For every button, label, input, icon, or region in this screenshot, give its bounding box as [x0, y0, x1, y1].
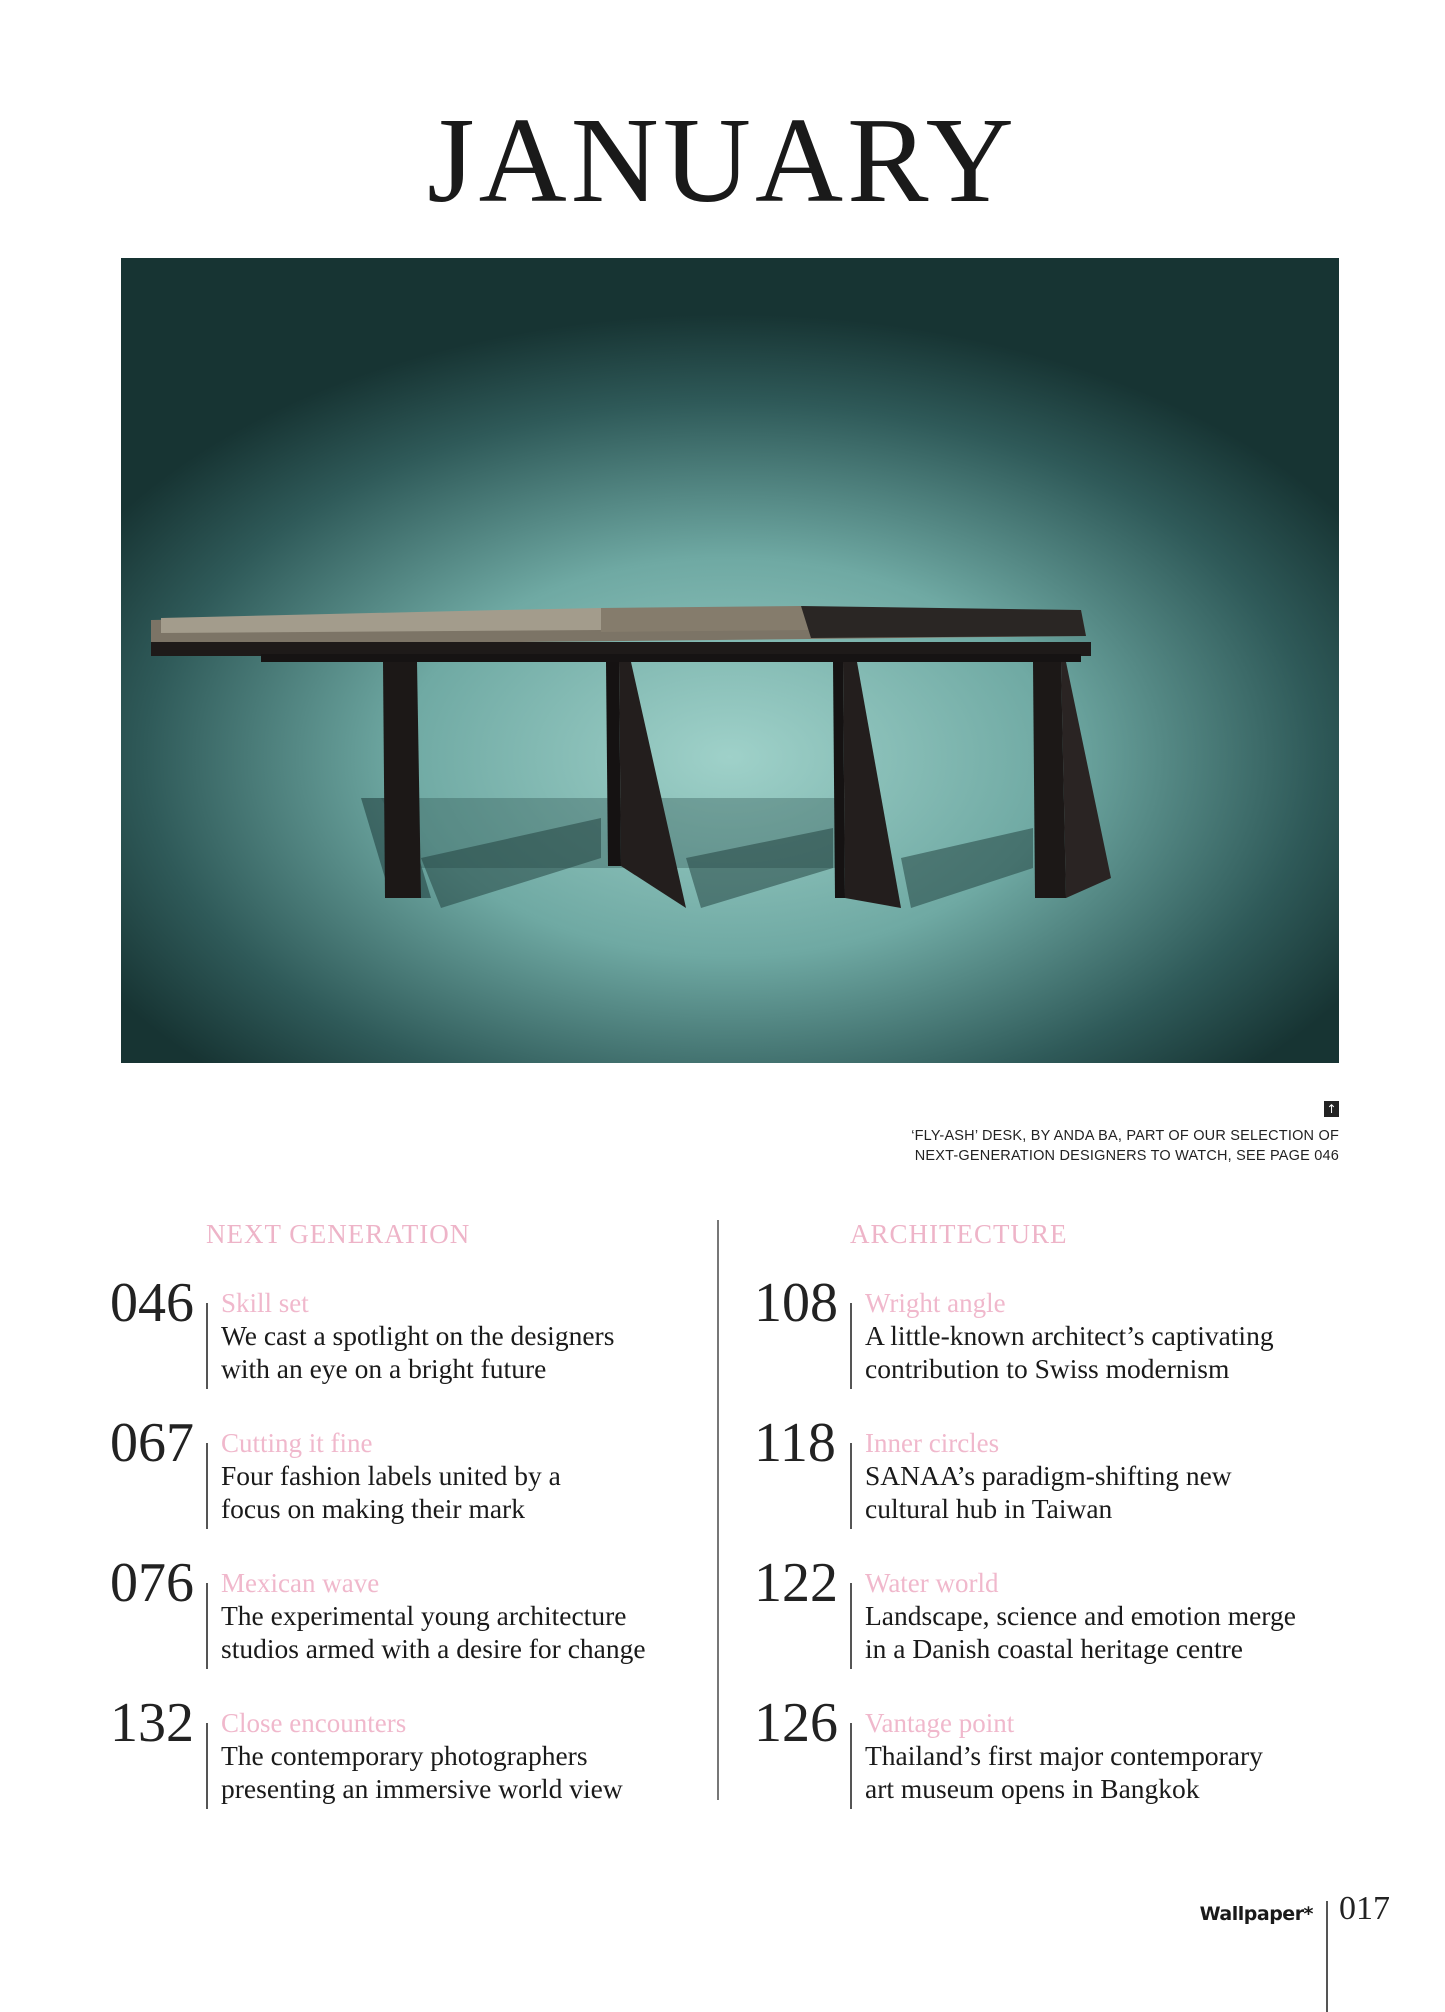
toc-entry[interactable] — [110, 1552, 670, 1675]
entry-page-number: 076 — [110, 1552, 194, 1614]
brand-logo: Wallpaper* — [1199, 1903, 1313, 1925]
entry-description: The experimental young architecture studios armed with a desire for change — [221, 1600, 646, 1664]
entry-divider — [206, 1443, 208, 1529]
entry-title: Wright angle — [865, 1288, 1006, 1318]
entry-title: Close encounters — [221, 1708, 407, 1738]
entry-page-number: 046 — [110, 1272, 194, 1334]
toc-entry[interactable] — [754, 1272, 1314, 1395]
desk-illustration — [121, 258, 1339, 1063]
desk-photo — [121, 258, 1339, 1063]
page-title: JANUARY — [427, 93, 1018, 228]
entry-description: A little-known architect’s captivating contribution to Swiss modernism — [865, 1320, 1274, 1384]
entry-divider — [850, 1303, 852, 1389]
column-divider — [717, 1220, 719, 1800]
entry-description: SANAA’s paradigm-shifting new cultural hub in Taiwan — [865, 1460, 1232, 1524]
entry-divider — [206, 1583, 208, 1669]
entry-page-number: 108 — [754, 1272, 838, 1334]
entry-title: Skill set — [221, 1288, 309, 1318]
page-number: 017 — [1339, 1890, 1390, 1927]
entry-divider — [850, 1723, 852, 1809]
entry-page-number: 132 — [110, 1692, 194, 1754]
footer-divider — [1326, 1901, 1328, 2012]
entry-divider — [206, 1303, 208, 1389]
entry-divider — [206, 1723, 208, 1809]
entry-description: Thailand’s first major contemporary art museum opens in Bangkok — [865, 1740, 1263, 1804]
entry-title: Vantage point — [865, 1708, 1015, 1738]
toc-entry[interactable] — [754, 1692, 1314, 1815]
toc-entry[interactable] — [110, 1412, 670, 1535]
section-heading-architecture: ARCHITECTURE — [850, 1219, 1068, 1249]
entry-page-number: 126 — [754, 1692, 838, 1754]
entry-description: Landscape, science and emotion merge in a Danish coastal heritage centre — [865, 1600, 1296, 1664]
photo-caption-line-1: ‘FLY-ASH’ DESK, BY ANDA BA, PART OF OUR SELECTION OF — [911, 1128, 1339, 1144]
toc-entry[interactable] — [754, 1412, 1314, 1535]
entry-description: We cast a spotlight on the designers with an eye on a bright future — [221, 1320, 615, 1384]
entry-divider — [850, 1583, 852, 1669]
entry-page-number: 118 — [754, 1412, 836, 1474]
entry-page-number: 122 — [754, 1552, 838, 1614]
toc-entry[interactable] — [754, 1552, 1314, 1675]
entry-title: Cutting it fine — [221, 1428, 373, 1458]
toc-entry[interactable] — [110, 1692, 670, 1815]
entry-title: Water world — [865, 1568, 999, 1598]
entry-divider — [850, 1443, 852, 1529]
entry-title: Inner circles — [865, 1428, 1000, 1458]
section-heading-next-generation: NEXT GENERATION — [206, 1219, 471, 1249]
entry-description: Four fashion labels united by a focus on making their mark — [221, 1460, 561, 1524]
arrow-up-icon: ↑ — [1324, 1101, 1339, 1117]
entry-title: Mexican wave — [221, 1568, 380, 1598]
entry-page-number: 067 — [110, 1412, 194, 1474]
toc-entry[interactable] — [110, 1272, 670, 1395]
entry-description: The contemporary photographers presenting an immersive world view — [221, 1740, 623, 1804]
photo-caption-line-2: NEXT-GENERATION DESIGNERS TO WATCH, SEE PAGE 046 — [914, 1148, 1339, 1164]
